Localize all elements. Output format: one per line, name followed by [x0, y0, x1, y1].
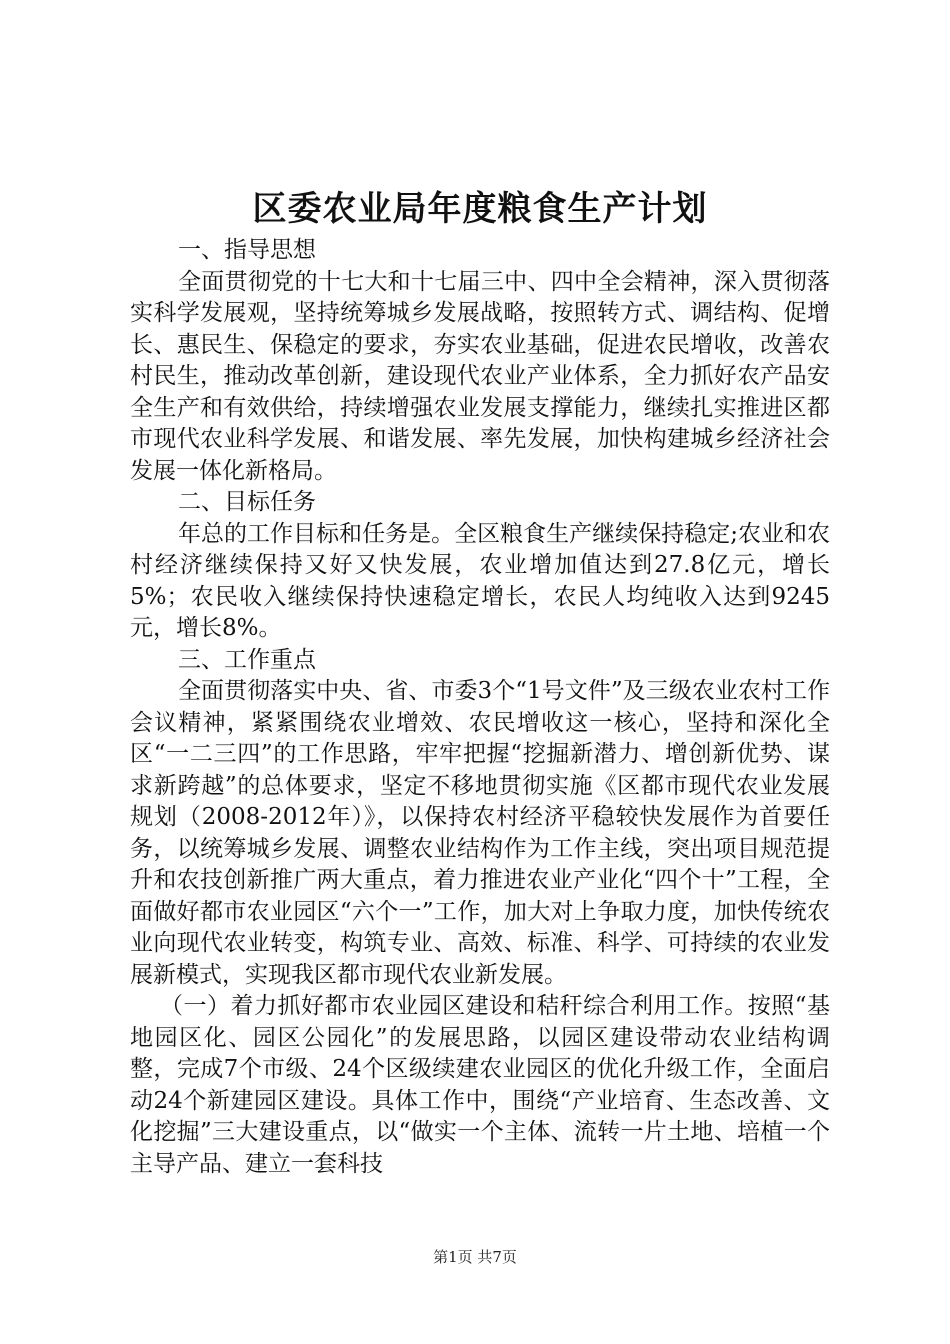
document-title: 区委农业局年度粮食生产计划 — [252, 189, 708, 229]
paragraph-work-focus: 全面贯彻落实中央、省、市委3个“1号文件”及三级农业农村工作会议精神，紧紧围绕农业增效、农民增收这一核心，坚持和深化全区“一二三四”的工作思路，牢牢把握“挖掘新潜力、增创新优势、谋求新跨越”的总体要求，坚定不移地贯彻实施《区都市现代农业发展规划（2008-2012年）》，以保持农村经济平稳较快发展作为首要任务，以统筹城乡发展、调整农业结构作为工作主线，突出项目规范提升和农技创新推广两大重点，着力推进农业产业化“四个十”工程，全面做好都市农业园区“六个一”工作，加大对上争取力度，加快传统农业向现代农业转变，构筑专业、高效、标准、科学、可持续的农业发展新模式，实现我区都市现代农业新发展。 — [130, 678, 830, 988]
document-page — [130, 185, 830, 1180]
section-heading-targets: 二、目标任务 — [178, 489, 316, 515]
section-heading-work-focus: 三、工作重点 — [178, 646, 316, 673]
page-number-footer: 第1页 共7页 — [433, 1248, 517, 1266]
section-heading-guiding-ideology: 一、指导思想 — [178, 237, 316, 263]
paragraph-guiding-ideology: 全面贯彻党的十七大和十七届三中、四中全会精神，深入贯彻落实科学发展观，坚持统筹城乡发展战略，按照转方式、调结构、促增长、惠民生、保稳定的要求，夯实农业基础，促进农民增收，改善农村民生，推动改革创新，建设现代农业产业体系，全力抓好农产品安全生产和有效供给，持续增强农业发展支撑能力，继续扎实推进区都市现代农业科学发展、和谐发展、率先发展，加快构建城乡经济社会发展一体化新格局。 — [130, 268, 830, 484]
paragraph-targets: 年总的工作目标和任务是。全区粮食生产继续保持稳定;农业和农村经济继续保持又好又快发展，农业增加值达到27.8亿元，增长5%；农民收入继续保持快速稳定增长，农民人均纯收入达到9245元，增长8%。 — [130, 520, 830, 641]
paragraph-subsection-1: （一）着力抓好都市农业园区建设和秸秆综合利用工作。按照“基地园区化、园区公园化”的发展思路，以园区建设带动农业结构调整，完成7个市级、24个区级续建农业园区的优化升级工作，全面启动24个新建园区建设。具体工作中，围绕“产业培育、生态改善、文化挖掘”三大建设重点，以“做实一个主体、流转一片土地、培植一个主导产品、建立一套科技 — [130, 993, 830, 1177]
